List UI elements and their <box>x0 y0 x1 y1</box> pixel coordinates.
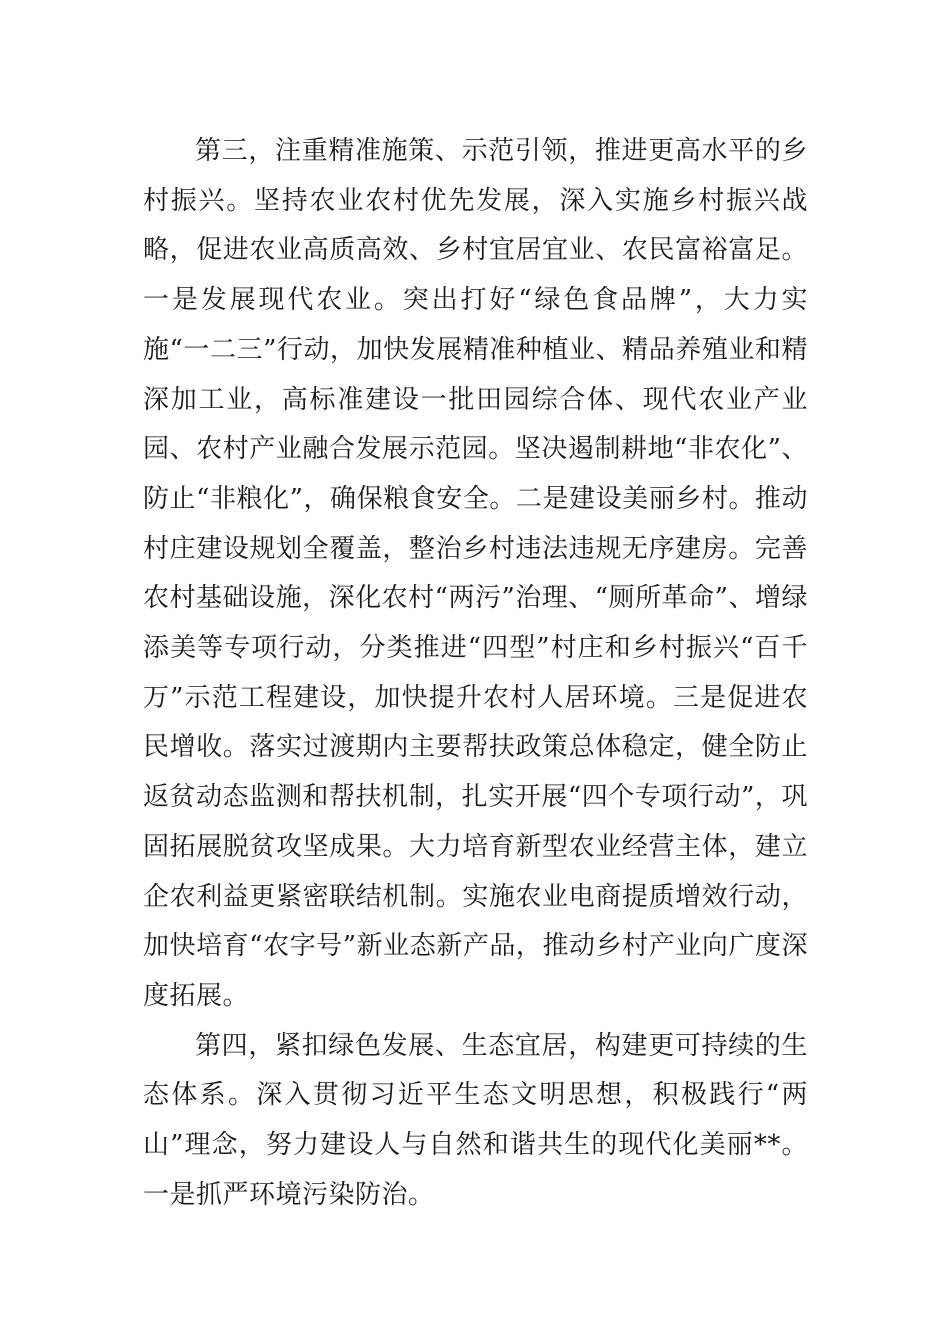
document-body <box>143 127 808 1220</box>
paragraph-green-development: 第四，紧扣绿色发展、生态宜居，构建更可持续的生态体系。深入贯彻习近平生态文明思想，积极践行“两山”理念，努力建设人与自然和谐共生的现代化美丽**。一是抓严环境污染防治。 <box>143 1030 808 1210</box>
paragraph-rural-revitalization: 第三，注重精准施策、示范引领，推进更高水平的乡村振兴。坚持农业农村优先发展，深入实施乡村振兴战略，促进农业高质高效、乡村宜居宜业、农民富裕富足。一是发展现代农业。突出打好“绿色食品牌”，大力实施“一二三”行动，加快发展精准种植业、精品养殖业和精深加工业，高标准建设一批田园综合体、现代农业产业园、农村产业融合发展示范园。坚决遏制耕地“非农化”、防止“非粮化”，确保粮食安全。二是建设美丽乡村。推动村庄建设规划全覆盖，整治乡村违法违规无序建房。完善农村基础设施，深化农村“两污”治理、“厕所革命”、增绿添美等专项行动，分类推进“四型”村庄和乡村振兴“百千万”示范工程建设，加快提升农村人居环境。三是促进农民增收。落实过渡期内主要帮扶政策总体稳定，健全防止返贫动态监测和帮扶机制，扎实开展“四个专项行动”，巩固拓展脱贫攻坚成果。大力培育新型农业经营主体，建立企农利益更紧密联结机制。实施农业电商提质增效行动，加快培育“农字号”新业态新产品，推动乡村产业向广度深度拓展。 <box>143 136 808 1011</box>
